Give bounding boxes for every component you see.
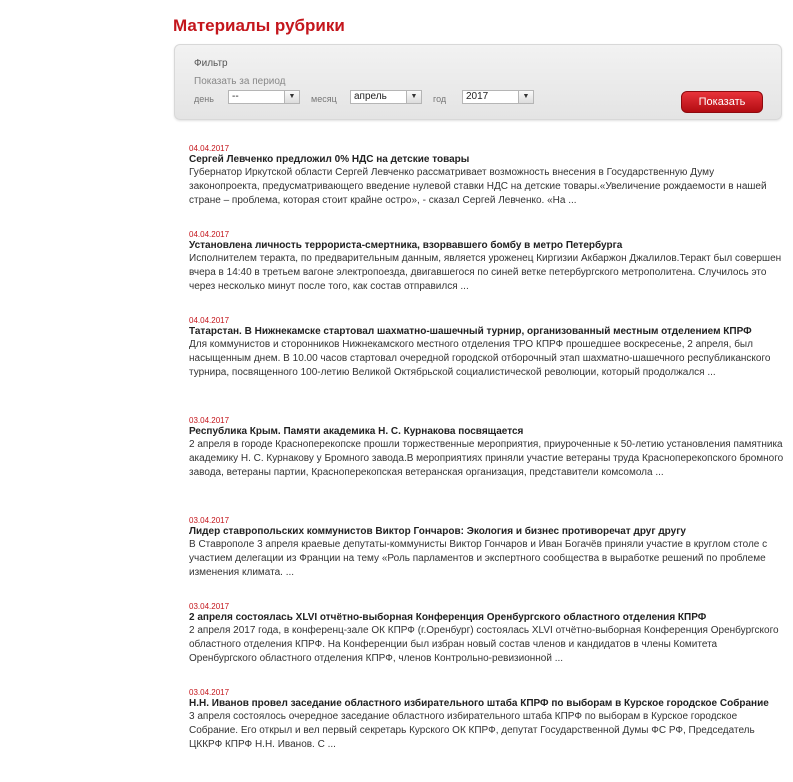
article-date: 03.04.2017	[189, 416, 230, 425]
show-button[interactable]: Показать	[681, 91, 763, 113]
article-item	[189, 516, 784, 602]
year-select-value: 2017	[466, 91, 489, 102]
article-date: 03.04.2017	[189, 516, 230, 525]
day-select[interactable]	[228, 90, 300, 104]
chevron-down-icon[interactable]: ▼	[406, 91, 421, 103]
month-select-value: апрель	[354, 91, 387, 102]
month-select[interactable]	[350, 90, 422, 104]
article-summary: Для коммунистов и сторонников Нижнекамского местного отделения ТРО КПРФ прошедшее воскресенье, 2 апреля, был насыщенным днем. В 10.00 часов стартовал очередной городской отборочный этап шахматно-шашечного республиканского турнира, посвященного 100-летию Великой Октябрьской социалистической революции, который продолжался ...	[189, 339, 771, 378]
month-label: месяц	[311, 94, 337, 104]
year-select[interactable]	[462, 90, 534, 104]
day-label: день	[194, 94, 214, 104]
article-item	[189, 416, 784, 516]
chevron-down-icon[interactable]: ▼	[518, 91, 533, 103]
article-summary: 3 апреля состоялось очередное заседание областного избирательного штаба КПРФ по выборам в Курское городское Собрание. Его открыл и вел первый секретарь Курского ОК КПРФ, депутат Государственной Думы ФС РФ, Председатель ЦККРФ КПРФ Н.Н. Иванов. С ...	[189, 711, 755, 750]
article-summary: В Ставрополе 3 апреля краевые депутаты-коммунисты Виктор Гончаров и Иван Богачёв приняли участие в круглом столе с участием делегации из Франции на тему «Роль парламентов и экспертного сообщества в выработке решений по проблеме изменения климата. ...	[189, 539, 768, 578]
article-date: 04.04.2017	[189, 316, 230, 325]
article-date: 04.04.2017	[189, 230, 230, 239]
article-summary: Исполнителем теракта, по предварительным данным, является уроженец Киргизии Акбаржон Джалилов.Теракт был совершен вчера в 14:40 в третьем вагоне электропоезда, двигавшегося по синей ветке петербургского метрополитена. Случилось это через несколько минут после того, как состав отправился ...	[189, 253, 782, 292]
article-date: 04.04.2017	[189, 144, 230, 153]
article-title-link[interactable]: Установлена личность террориста-смертника, взорвавшего бомбу в метро Петербурга	[189, 240, 623, 251]
article-item	[189, 602, 784, 688]
article-title-link[interactable]: 2 апреля состоялась XLVI отчётно-выборная Конференция Оренбургского областного отделения КПРФ	[189, 612, 707, 623]
period-label: Показать за период	[194, 76, 286, 87]
article-title-link[interactable]: Н.Н. Иванов провел заседание областного избирательного штаба КПРФ по выборам в Курское городское Собрание	[189, 698, 769, 709]
article-item	[189, 688, 784, 752]
articles-list	[189, 144, 784, 752]
day-select-value: --	[232, 91, 239, 102]
chevron-down-icon[interactable]: ▼	[284, 91, 299, 103]
article-date: 03.04.2017	[189, 688, 230, 697]
article-summary: 2 апреля в городе Красноперекопске прошли торжественные мероприятия, приуроченные к 50-летию установления памятника академику Н. С. Курнакову у Бромного завода.В мероприятиях приняли участие ветераны труда Красноперекопского бромного завода, ветераны партии, Красноперекопская ветеранская организация, представители комсомола ...	[189, 439, 784, 478]
article-item	[189, 316, 784, 416]
article-item	[189, 144, 784, 230]
article-title-link[interactable]: Лидер ставропольских коммунистов Виктор Гончаров: Экология и бизнес противоречат друг другу	[189, 526, 686, 537]
year-label: год	[433, 94, 447, 104]
article-title-link[interactable]: Республика Крым. Памяти академика Н. С. Курнакова посвящается	[189, 426, 524, 437]
page-title: Материалы рубрики	[173, 16, 345, 35]
filter-panel	[174, 44, 782, 120]
article-title-link[interactable]: Сергей Левченко предложил 0% НДС на детские товары	[189, 154, 470, 165]
filter-title: Фильтр	[194, 58, 228, 69]
article-date: 03.04.2017	[189, 602, 230, 611]
article-summary: Губернатор Иркутской области Сергей Левченко рассматривает возможность внесения в Государственную Думу законопроекта, предусматривающего введение нулевой ставки НДС на детские товары.«Увеличение рождаемости в нашей стране – проблема, которая стоит крайне остро», - сказал Сергей Левченко. «На ...	[189, 167, 767, 206]
article-title-link[interactable]: Татарстан. В Нижнекамске стартовал шахматно-шашечный турнир, организованный местным отделением КПРФ	[189, 326, 752, 337]
article-item	[189, 230, 784, 316]
article-summary: 2 апреля 2017 года, в конференц-зале ОК КПРФ (г.Оренбург) состоялась XLVI отчётно-выборная Конференция Оренбургского областного отделения КПРФ. На Конференции был избран новый состав членов и кандидатов в члены Комитета Оренбургского областного отделения КПРФ, членов Контрольно-ревизионной ...	[189, 625, 779, 664]
